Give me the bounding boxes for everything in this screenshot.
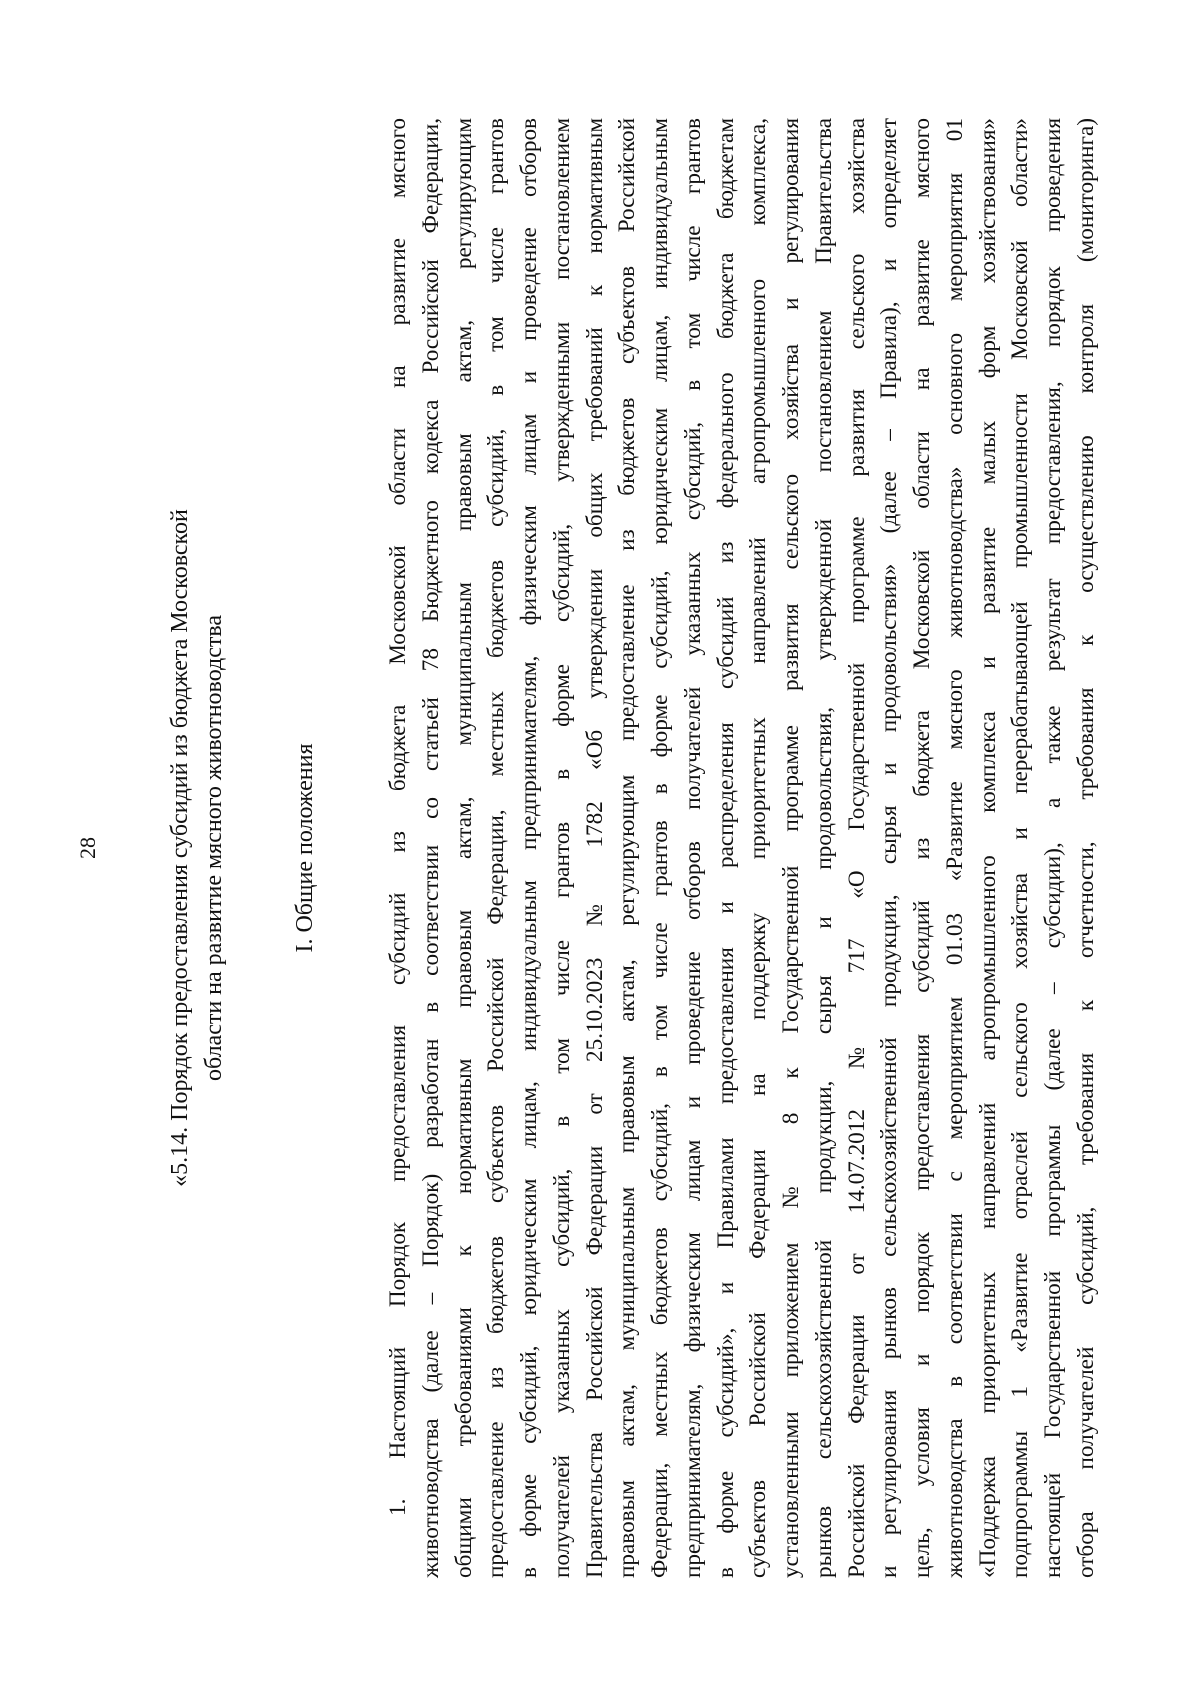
body-line: в форме субсидий», и Правилами предоставления и распределения субсидий из федерального бюджета бюджетам	[712, 118, 739, 1578]
body-line: в форме субсидий, юридическим лицам, индивидуальным предпринимателям, физическим лицам и проведение отборов	[516, 118, 542, 1578]
body-line: Правительства Российской Федерации от 25.10.2023 № 1782 «Об утверждении общих требований к нормативным	[581, 118, 608, 1578]
document-title	[163, 118, 231, 1578]
body-line: Федерации, местных бюджетов субсидий, в том числе грантов в форме субсидий, юридическим лицам, индивидуальным	[647, 118, 673, 1578]
body-line: общими требованиями к нормативным правовым актам, муниципальным правовым актам, регулирующим	[450, 118, 477, 1578]
body-line: предпринимателям, физическим лицам и проведение отборов получателей указанных субсидий, в том числе грантов	[679, 118, 706, 1578]
body-line: подпрограммы 1 «Развитие отраслей сельского хозяйства и перерабатывающей промышленности Московской области»	[1007, 118, 1034, 1578]
section-title: I. Общие положения	[292, 743, 318, 953]
body-line: получателей указанных субсидий, в том числе грантов в форме субсидий, утвержденными постановлением	[548, 118, 575, 1578]
body-line: субъектов Российской Федерации на поддержку приоритетных направлений агропромышленного комплекса,	[745, 118, 772, 1578]
body-line: правовым актам, муниципальным правовым актам, регулирующим предоставление из бюджетов субъектов Российской	[614, 118, 641, 1578]
body-line: цель, условия и порядок предоставления субсидий из бюджета Московской области на развитие мясного	[909, 118, 935, 1578]
body-line: «Поддержка приоритетных направлений агропромышленного комплекса и развитие малых форм хозяйствования»	[974, 118, 1001, 1578]
body-line: отбора получателей субсидий, требования к отчетности, требования к осуществлению контроля (мониторинга)	[1072, 118, 1099, 1578]
body-line: рынков сельскохозяйственной продукции, сырья и продовольствия, утвержденной постановлением Правительства	[810, 118, 837, 1578]
document-title-line-2: области на развитие мясного животноводства	[201, 614, 227, 1082]
body-line: и регулирования рынков сельскохозяйственной продукции, сырья и продовольствия» (далее – Правила), и определяет	[876, 118, 903, 1578]
body-line: предоставление из бюджетов субъектов Российской Федерации, местных бюджетов субсидий, в том числе грантов	[483, 118, 510, 1578]
body-line: животноводства (далее – Порядок) разработан в соответствии со статьей 78 Бюджетного кодекса Российской Федерации,	[417, 118, 444, 1578]
body-line: 1. Настоящий Порядок предоставления субсидий из бюджета Московской области на развитие мясного	[385, 118, 411, 1516]
body-paragraph	[382, 118, 1103, 1578]
rotated-content	[75, 118, 1130, 1578]
document-title-line-1: «5.14. Порядок предоставления субсидий из бюджета Московской	[167, 509, 193, 1187]
body-line: животноводства в соответствии с мероприятием 01.03 «Развитие мясного животноводства» основного мероприятия 01	[941, 118, 968, 1578]
body-line: Российской Федерации от 14.07.2012 № 717 «О Государственной программе развития сельского хозяйства	[843, 118, 870, 1578]
body-line: установленными приложением № 8 к Государственной программе развития сельского хозяйства и регулирования	[778, 118, 804, 1578]
body-line: настоящей Государственной программы (далее – субсидии), а также результат предоставления, порядок проведения	[1040, 118, 1066, 1578]
page-number: 28	[75, 837, 100, 859]
